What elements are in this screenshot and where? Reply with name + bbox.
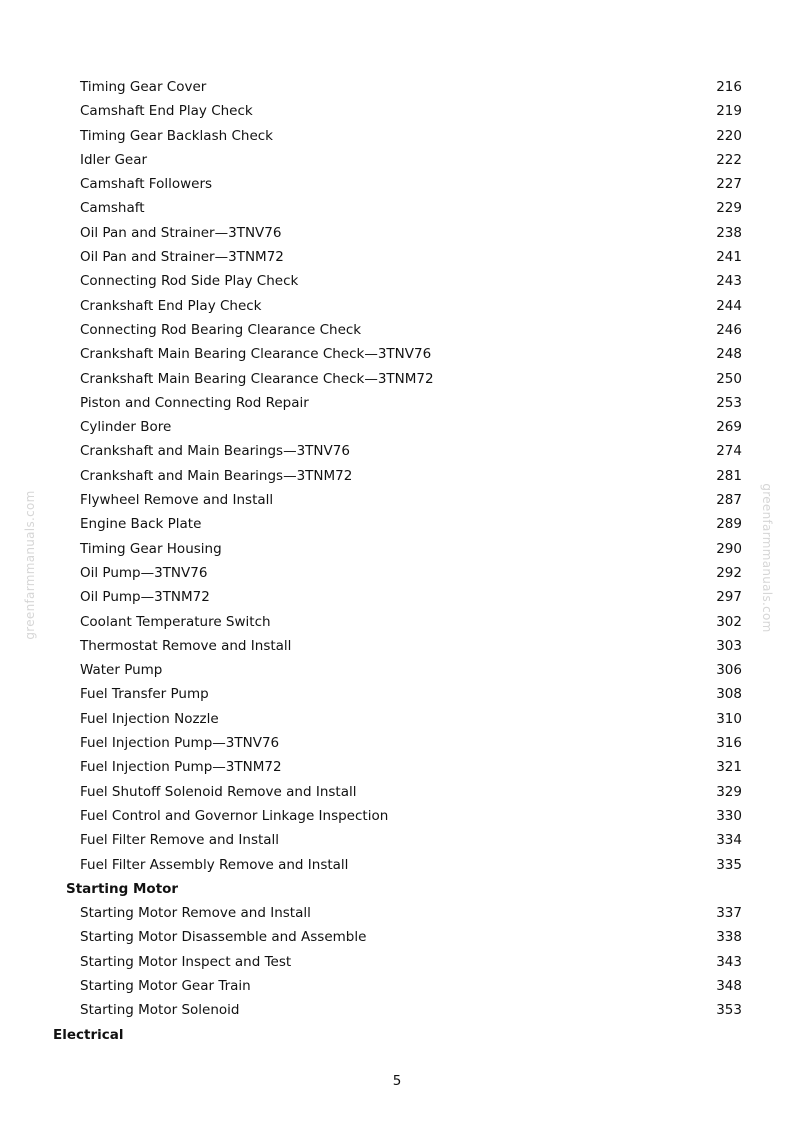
toc-entry[interactable] xyxy=(0,974,794,998)
toc-entry[interactable] xyxy=(0,634,794,658)
toc-entry[interactable] xyxy=(0,124,794,148)
toc-entry-page: 289 xyxy=(716,516,742,533)
toc-entry-title: Coolant Temperature Switch xyxy=(80,613,271,630)
toc-entry-page: 303 xyxy=(716,637,742,654)
toc-entry[interactable] xyxy=(0,99,794,123)
toc-entry-title: Fuel Injection Nozzle xyxy=(80,710,219,727)
toc-entry[interactable] xyxy=(0,780,794,804)
toc-entry-page: 297 xyxy=(716,589,742,606)
toc-entry[interactable] xyxy=(0,367,794,391)
toc-entry[interactable] xyxy=(0,488,794,512)
toc-entry-page: 334 xyxy=(716,832,742,849)
toc-entry-page: 321 xyxy=(716,759,742,776)
toc-entries xyxy=(0,75,794,877)
toc-entry-page: 269 xyxy=(716,419,742,436)
toc-entry-title: Timing Gear Housing xyxy=(80,540,222,557)
toc-entry-page: 310 xyxy=(716,710,742,727)
toc-entry-page: 329 xyxy=(716,783,742,800)
toc-entry[interactable] xyxy=(0,148,794,172)
toc-entry-title: Timing Gear Cover xyxy=(80,79,207,95)
toc-entry-page: 292 xyxy=(716,564,742,581)
toc-entry-page: 248 xyxy=(716,346,742,363)
toc-entry-page: 227 xyxy=(716,176,742,193)
toc-entry-title: Oil Pump—3TNM72 xyxy=(80,589,210,606)
toc-entry[interactable] xyxy=(0,804,794,828)
toc-entry[interactable] xyxy=(0,269,794,293)
toc-entry[interactable] xyxy=(0,682,794,706)
toc-entry-page: 330 xyxy=(716,807,742,824)
toc-entry[interactable] xyxy=(0,415,794,439)
table-of-contents xyxy=(0,75,794,1047)
toc-entry-title: Starting Motor Disassemble and Assemble xyxy=(80,929,367,946)
toc-entry[interactable] xyxy=(0,391,794,415)
toc-entry-page: 241 xyxy=(716,249,742,266)
section-heading-starting-motor[interactable] xyxy=(0,877,794,901)
toc-entry-title: Engine Back Plate xyxy=(80,516,202,533)
toc-entry-page: 253 xyxy=(716,394,742,411)
toc-entry-page: 316 xyxy=(716,735,742,752)
toc-entry-page: 338 xyxy=(716,929,742,946)
toc-entry-page: 243 xyxy=(716,273,742,290)
toc-entry[interactable] xyxy=(0,464,794,488)
toc-entry[interactable] xyxy=(0,318,794,342)
toc-entry-page: 343 xyxy=(716,953,742,970)
toc-entry[interactable] xyxy=(0,925,794,949)
page-number: 5 xyxy=(392,1073,402,1089)
toc-entry-page: 229 xyxy=(716,200,742,217)
toc-entry[interactable] xyxy=(0,731,794,755)
toc-entry-title: Connecting Rod Side Play Check xyxy=(80,273,299,290)
toc-entry[interactable] xyxy=(0,294,794,318)
toc-entry[interactable] xyxy=(0,901,794,925)
toc-entry-title: Oil Pump—3TNV76 xyxy=(80,564,208,581)
toc-entry-page: 337 xyxy=(716,905,742,922)
toc-entry[interactable] xyxy=(0,512,794,536)
toc-entry-title: Starting Motor Remove and Install xyxy=(80,905,311,922)
toc-entry[interactable] xyxy=(0,585,794,609)
toc-entry[interactable] xyxy=(0,853,794,877)
toc-entry-title: Cylinder Bore xyxy=(80,419,172,436)
toc-entry[interactable] xyxy=(0,439,794,463)
toc-entry-title: Connecting Rod Bearing Clearance Check xyxy=(80,321,362,338)
toc-entry-title: Camshaft Followers xyxy=(80,176,213,193)
toc-entry-page: 222 xyxy=(716,151,742,168)
toc-entry-page: 274 xyxy=(716,443,742,460)
toc-entry-page: 306 xyxy=(716,662,742,679)
toc-entry[interactable] xyxy=(0,561,794,585)
toc-entry[interactable] xyxy=(0,610,794,634)
toc-entry-page: 302 xyxy=(716,613,742,630)
toc-entry-title: Fuel Control and Governor Linkage Inspection xyxy=(80,807,389,824)
toc-entry-title: Starting Motor Solenoid xyxy=(80,1002,240,1019)
toc-entry-title: Crankshaft End Play Check xyxy=(80,297,262,314)
toc-entry-page: 220 xyxy=(716,127,742,144)
toc-entry-title: Camshaft End Play Check xyxy=(80,103,253,120)
toc-entry-page: 244 xyxy=(716,297,742,314)
toc-entry-title: Fuel Filter Remove and Install xyxy=(80,832,280,849)
watermark-left: greenfarmmanuals.com xyxy=(23,490,37,640)
toc-entry-title: Fuel Shutoff Solenoid Remove and Install xyxy=(80,783,357,800)
toc-entry[interactable] xyxy=(0,950,794,974)
toc-entry-title: Water Pump xyxy=(80,662,163,679)
section-title: Electrical xyxy=(53,1026,124,1043)
toc-entry-page: 287 xyxy=(716,492,742,509)
toc-entry-title: Oil Pan and Strainer—3TNM72 xyxy=(80,249,284,266)
toc-entry[interactable] xyxy=(0,537,794,561)
toc-entry-page: 290 xyxy=(716,540,742,557)
toc-entry-page: 335 xyxy=(716,856,742,873)
toc-entry-page: 348 xyxy=(716,977,742,994)
toc-entry[interactable] xyxy=(0,707,794,731)
toc-entry-title: Crankshaft and Main Bearings—3TNV76 xyxy=(80,443,350,460)
toc-entry-title: Fuel Transfer Pump xyxy=(80,686,209,703)
toc-entry-page: 246 xyxy=(716,321,742,338)
toc-entry-title: Flywheel Remove and Install xyxy=(80,492,274,509)
toc-entry-title: Fuel Injection Pump—3TNV76 xyxy=(80,735,280,752)
watermark-right: greenfarmmanuals.com xyxy=(760,483,774,633)
toc-entry-title: Timing Gear Backlash Check xyxy=(80,127,273,144)
toc-entry-title: Idler Gear xyxy=(80,151,148,168)
toc-entry-title: Thermostat Remove and Install xyxy=(80,637,292,654)
toc-entry-title: Crankshaft Main Bearing Clearance Check—3TNM72 xyxy=(80,370,434,387)
toc-entry[interactable] xyxy=(0,245,794,269)
section-heading-electrical[interactable] xyxy=(0,1023,794,1047)
toc-entry[interactable] xyxy=(0,658,794,682)
toc-entry-title: Fuel Injection Pump—3TNM72 xyxy=(80,759,282,776)
section-title: Starting Motor xyxy=(66,880,179,897)
toc-entry-title: Camshaft xyxy=(80,200,145,217)
toc-entry[interactable] xyxy=(0,828,794,852)
toc-entry-page: 250 xyxy=(716,370,742,387)
toc-entry-title: Oil Pan and Strainer—3TNV76 xyxy=(80,224,282,241)
toc-entry[interactable] xyxy=(0,172,794,196)
toc-entry[interactable] xyxy=(0,342,794,366)
toc-entry-title: Piston and Connecting Rod Repair xyxy=(80,394,309,411)
toc-entry-page: 216 xyxy=(716,79,742,95)
toc-entry[interactable] xyxy=(0,75,794,99)
toc-entry-title: Crankshaft and Main Bearings—3TNM72 xyxy=(80,467,353,484)
toc-entry-page: 219 xyxy=(716,103,742,120)
starting-motor-entries xyxy=(0,901,794,1022)
toc-entry-title: Crankshaft Main Bearing Clearance Check—3TNV76 xyxy=(80,346,432,363)
toc-entry-page: 353 xyxy=(716,1002,742,1019)
toc-entry-title: Fuel Filter Assembly Remove and Install xyxy=(80,856,349,873)
toc-entry[interactable] xyxy=(0,196,794,220)
toc-entry-title: Starting Motor Gear Train xyxy=(80,977,251,994)
toc-entry[interactable] xyxy=(0,998,794,1022)
toc-entry[interactable] xyxy=(0,755,794,779)
toc-entry[interactable] xyxy=(0,221,794,245)
toc-entry-page: 238 xyxy=(716,224,742,241)
toc-entry-page: 281 xyxy=(716,467,742,484)
toc-entry-page: 308 xyxy=(716,686,742,703)
toc-entry-title: Starting Motor Inspect and Test xyxy=(80,953,292,970)
